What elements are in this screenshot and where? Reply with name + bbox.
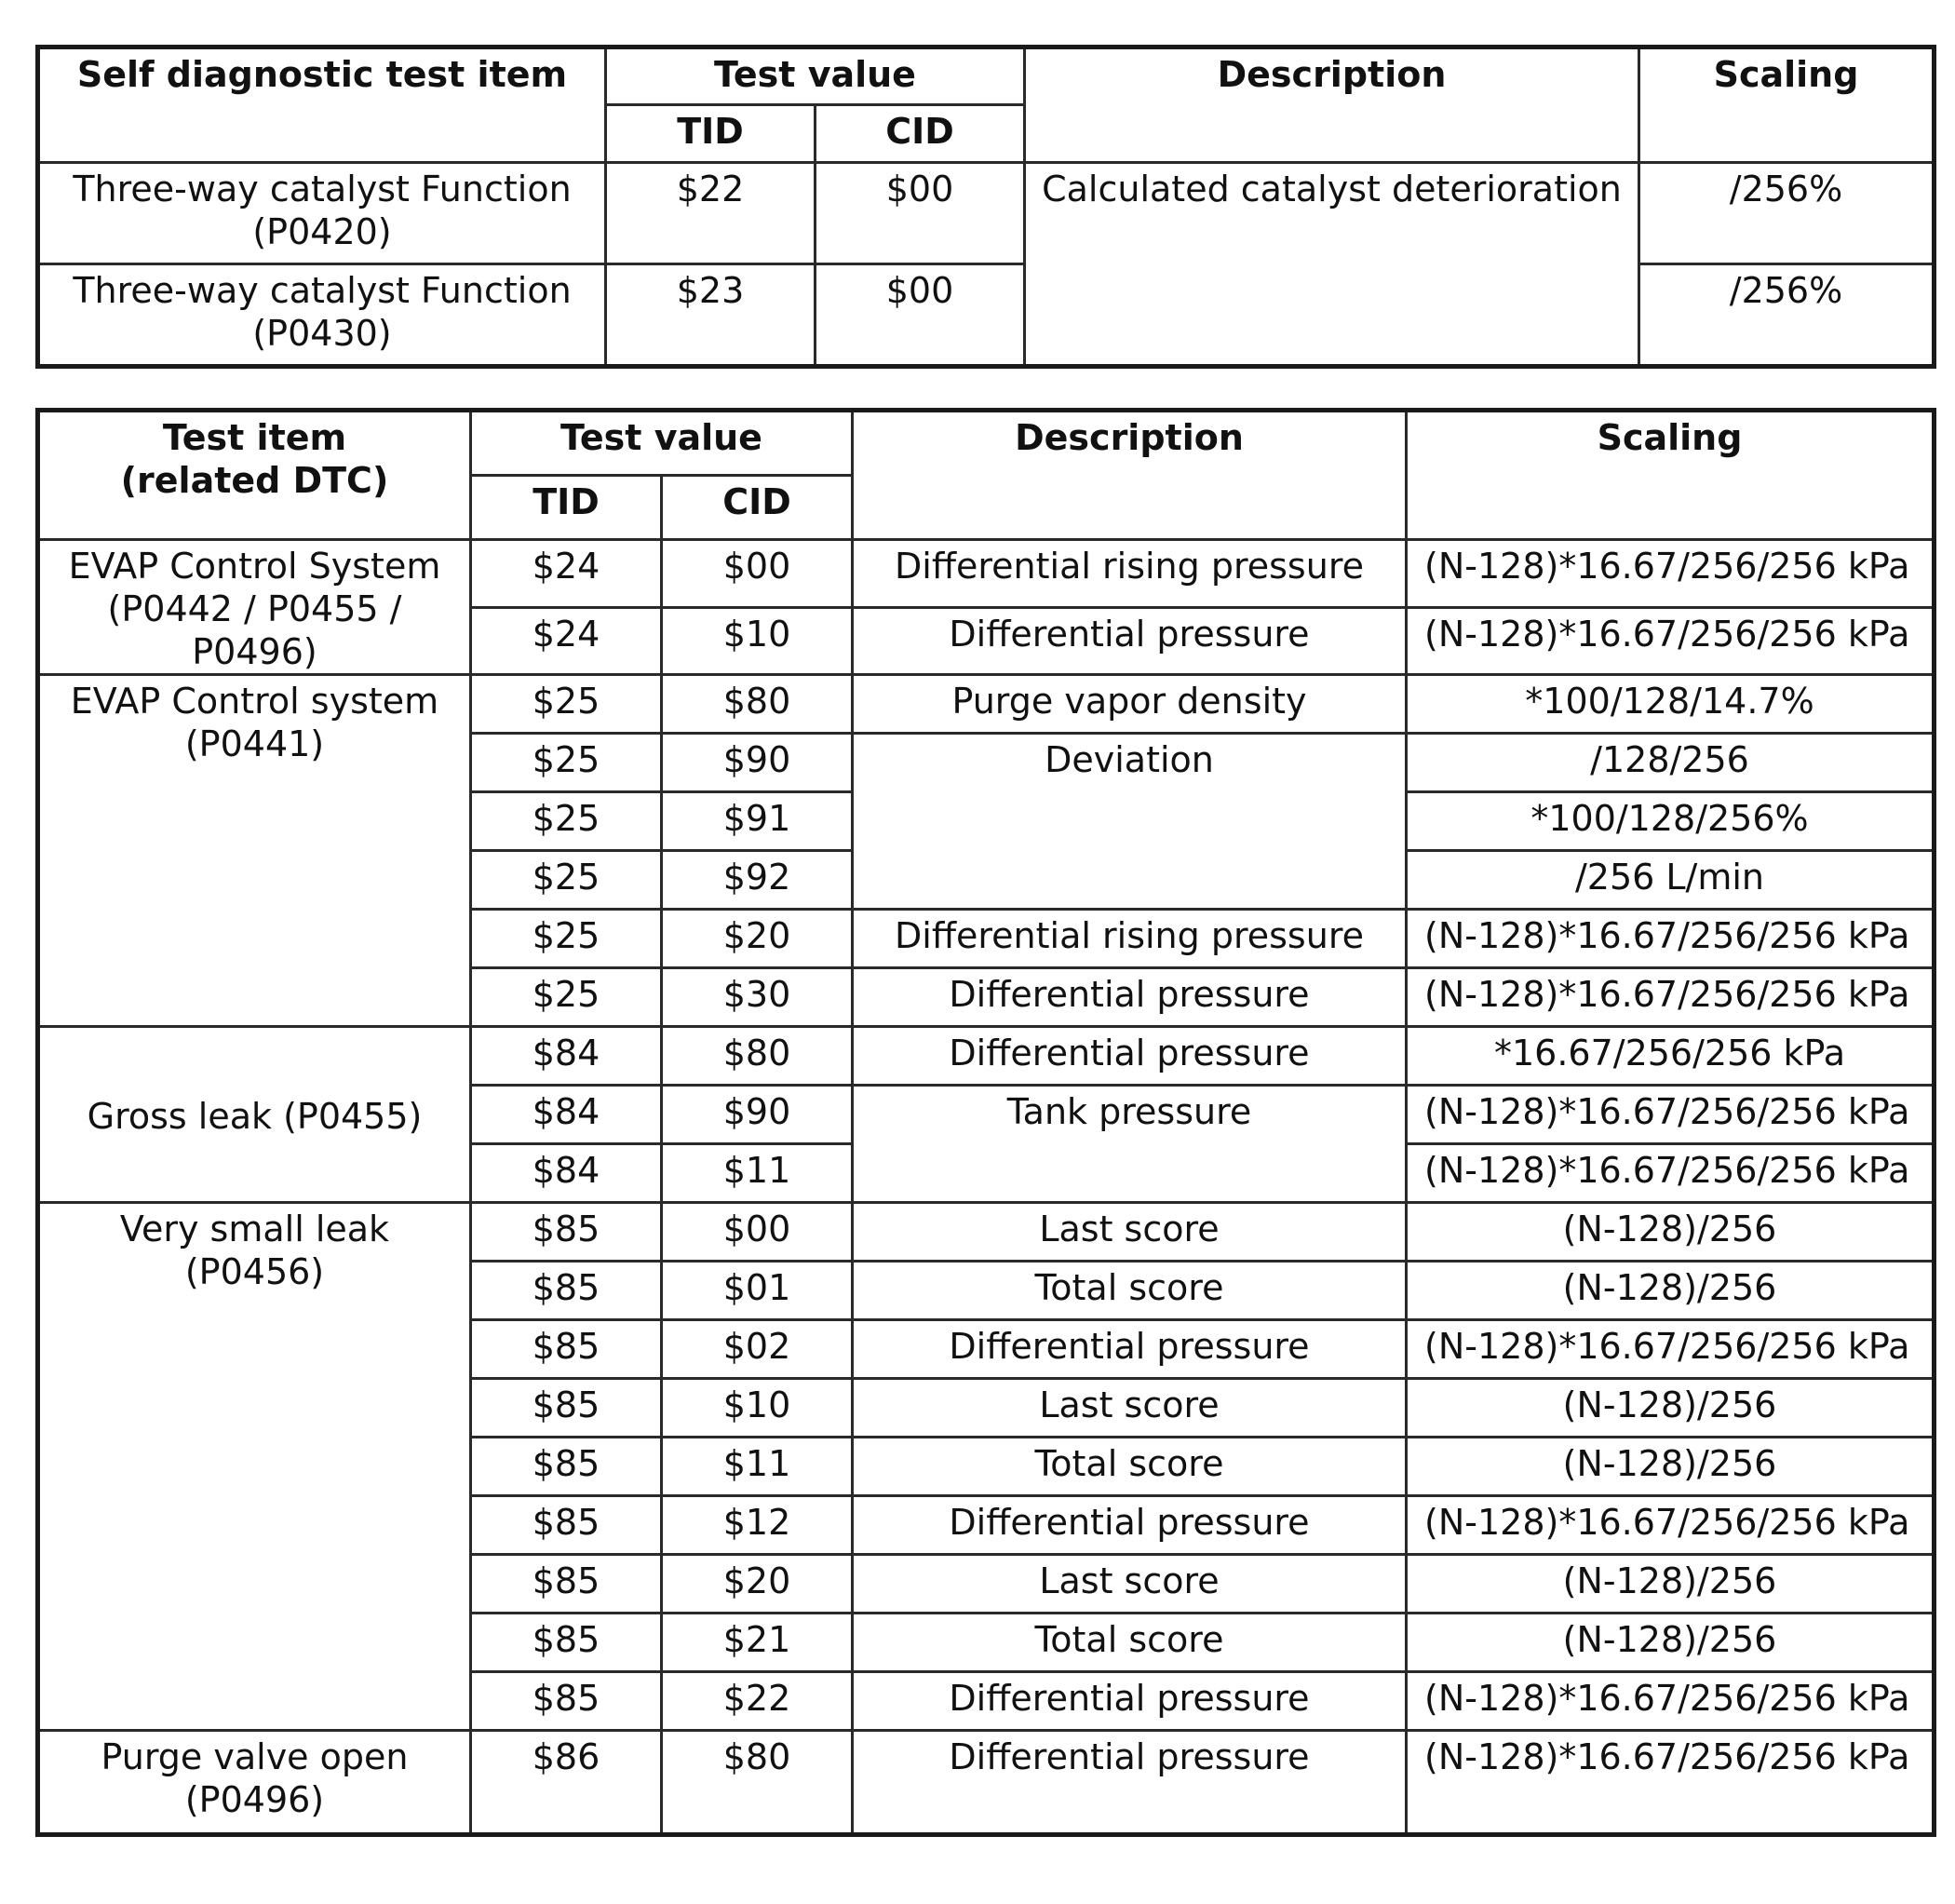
scaling: (N-128)*16.67/256/256 kPa [1407, 1672, 1935, 1731]
header-cid: CID [816, 105, 1025, 163]
description: Differential pressure [853, 1027, 1407, 1086]
table-row [38, 1731, 1935, 1835]
scaling: (N-128)*16.67/256/256 kPa [1407, 607, 1935, 675]
tid-value: $25 [471, 675, 662, 734]
group-gross-leak: Gross leak (P0455) [38, 1027, 471, 1203]
header-test-item [38, 411, 471, 540]
cid-value: $30 [662, 968, 853, 1027]
cid-value: $00 [662, 540, 853, 608]
tid-value: $85 [471, 1203, 662, 1262]
group-evap-control-system: EVAP Control System (P0442 / P0455 / P0496) [38, 540, 471, 675]
tid-value: $85 [471, 1496, 662, 1555]
tid-value: $25 [471, 851, 662, 910]
cid-value: $80 [662, 1027, 853, 1086]
cid-value: $90 [662, 1086, 853, 1144]
scaling: (N-128)*16.67/256/256 kPa [1407, 968, 1935, 1027]
scaling: (N-128)/256 [1407, 1555, 1935, 1614]
table-row [38, 1203, 1935, 1262]
table-row [38, 163, 1935, 264]
cid-value: $10 [662, 1379, 853, 1438]
description: Differential pressure [853, 1731, 1407, 1835]
cid-value: $92 [662, 851, 853, 910]
header-test-item-line2: (related DTC) [120, 460, 389, 501]
cid-value: $02 [662, 1320, 853, 1379]
header-cid: CID [662, 476, 853, 540]
table-row [38, 264, 1935, 367]
scaling: *100/128/14.7% [1407, 675, 1935, 734]
tid-value: $86 [471, 1731, 662, 1835]
table-row [38, 1027, 1935, 1086]
cid-value: $00 [662, 1203, 853, 1262]
tid-value: $22 [606, 163, 816, 264]
tid-value: $85 [471, 1614, 662, 1672]
tid-value: $24 [471, 607, 662, 675]
description: Total score [853, 1614, 1407, 1672]
header-tid: TID [471, 476, 662, 540]
scaling: /256% [1639, 163, 1935, 264]
scaling: (N-128)*16.67/256/256 kPa [1407, 910, 1935, 968]
description: Differential pressure [853, 1496, 1407, 1555]
scaling: /256 L/min [1407, 851, 1935, 910]
tid-value: $85 [471, 1438, 662, 1496]
tid-value: $25 [471, 910, 662, 968]
header-test-value: Test value [606, 47, 1025, 105]
description: Differential pressure [853, 1672, 1407, 1731]
cid-value: $00 [816, 264, 1025, 367]
group-very-small-leak: Very small leak (P0456) [38, 1203, 471, 1731]
scaling: (N-128)*16.67/256/256 kPa [1407, 540, 1935, 608]
cid-value: $00 [816, 163, 1025, 264]
description: Differential rising pressure [853, 910, 1407, 968]
tid-value: $84 [471, 1027, 662, 1086]
header-description: Description [853, 411, 1407, 540]
scaling: (N-128)*16.67/256/256 kPa [1407, 1731, 1935, 1835]
description: Differential rising pressure [853, 540, 1407, 608]
description: Total score [853, 1438, 1407, 1496]
description: Differential pressure [853, 607, 1407, 675]
description: Tank pressure [853, 1086, 1407, 1203]
scaling: (N-128)*16.67/256/256 kPa [1407, 1496, 1935, 1555]
tid-value: $85 [471, 1672, 662, 1731]
tid-value: $25 [471, 734, 662, 792]
description: Last score [853, 1203, 1407, 1262]
description: Last score [853, 1555, 1407, 1614]
scaling: (N-128)*16.67/256/256 kPa [1407, 1320, 1935, 1379]
scaling: /256% [1639, 264, 1935, 367]
test-item: Three-way catalyst Function (P0420) [38, 163, 606, 264]
test-item: Three-way catalyst Function (P0430) [38, 264, 606, 367]
cid-value: $01 [662, 1262, 853, 1320]
scaling: *16.67/256/256 kPa [1407, 1027, 1935, 1086]
description: Differential pressure [853, 968, 1407, 1027]
cid-value: $80 [662, 675, 853, 734]
group-purge-valve-open: Purge valve open (P0496) [38, 1731, 471, 1835]
scaling: (N-128)/256 [1407, 1379, 1935, 1438]
group-evap-control-system-p0441: EVAP Control system (P0441) [38, 675, 471, 1027]
header-test-value: Test value [471, 411, 853, 476]
cid-value: $11 [662, 1144, 853, 1203]
tid-value: $85 [471, 1262, 662, 1320]
header-scaling: Scaling [1407, 411, 1935, 540]
tid-value: $84 [471, 1086, 662, 1144]
tid-value: $85 [471, 1555, 662, 1614]
cid-value: $22 [662, 1672, 853, 1731]
scaling: *100/128/256% [1407, 792, 1935, 851]
test-item-table [35, 408, 1936, 1837]
scaling: (N-128)/256 [1407, 1438, 1935, 1496]
cid-value: $90 [662, 734, 853, 792]
scaling: /128/256 [1407, 734, 1935, 792]
tid-value: $84 [471, 1144, 662, 1203]
cid-value: $10 [662, 607, 853, 675]
cid-value: $20 [662, 1555, 853, 1614]
tid-value: $25 [471, 792, 662, 851]
header-scaling: Scaling [1639, 47, 1935, 163]
tid-value: $85 [471, 1379, 662, 1438]
cid-value: $21 [662, 1614, 853, 1672]
cid-value: $80 [662, 1731, 853, 1835]
header-description: Description [1025, 47, 1639, 163]
header-self-diagnostic-test-item: Self diagnostic test item [38, 47, 606, 163]
header-test-item-line1: Test item [162, 417, 347, 458]
description: Deviation [853, 734, 1407, 910]
tid-value: $85 [471, 1320, 662, 1379]
tid-value: $24 [471, 540, 662, 608]
scaling: (N-128)/256 [1407, 1203, 1935, 1262]
cid-value: $91 [662, 792, 853, 851]
description: Total score [853, 1262, 1407, 1320]
self-diagnostic-table [35, 45, 1936, 369]
cid-value: $20 [662, 910, 853, 968]
description: Differential pressure [853, 1320, 1407, 1379]
cid-value: $11 [662, 1438, 853, 1496]
description: Calculated catalyst deterioration [1025, 163, 1639, 367]
scaling: (N-128)*16.67/256/256 kPa [1407, 1144, 1935, 1203]
scaling: (N-128)*16.67/256/256 kPa [1407, 1086, 1935, 1144]
description: Purge vapor density [853, 675, 1407, 734]
tid-value: $23 [606, 264, 816, 367]
description: Last score [853, 1379, 1407, 1438]
table-row [38, 540, 1935, 608]
scaling: (N-128)/256 [1407, 1262, 1935, 1320]
tid-value: $25 [471, 968, 662, 1027]
scaling: (N-128)/256 [1407, 1614, 1935, 1672]
table-row [38, 675, 1935, 734]
cid-value: $12 [662, 1496, 853, 1555]
header-tid: TID [606, 105, 816, 163]
